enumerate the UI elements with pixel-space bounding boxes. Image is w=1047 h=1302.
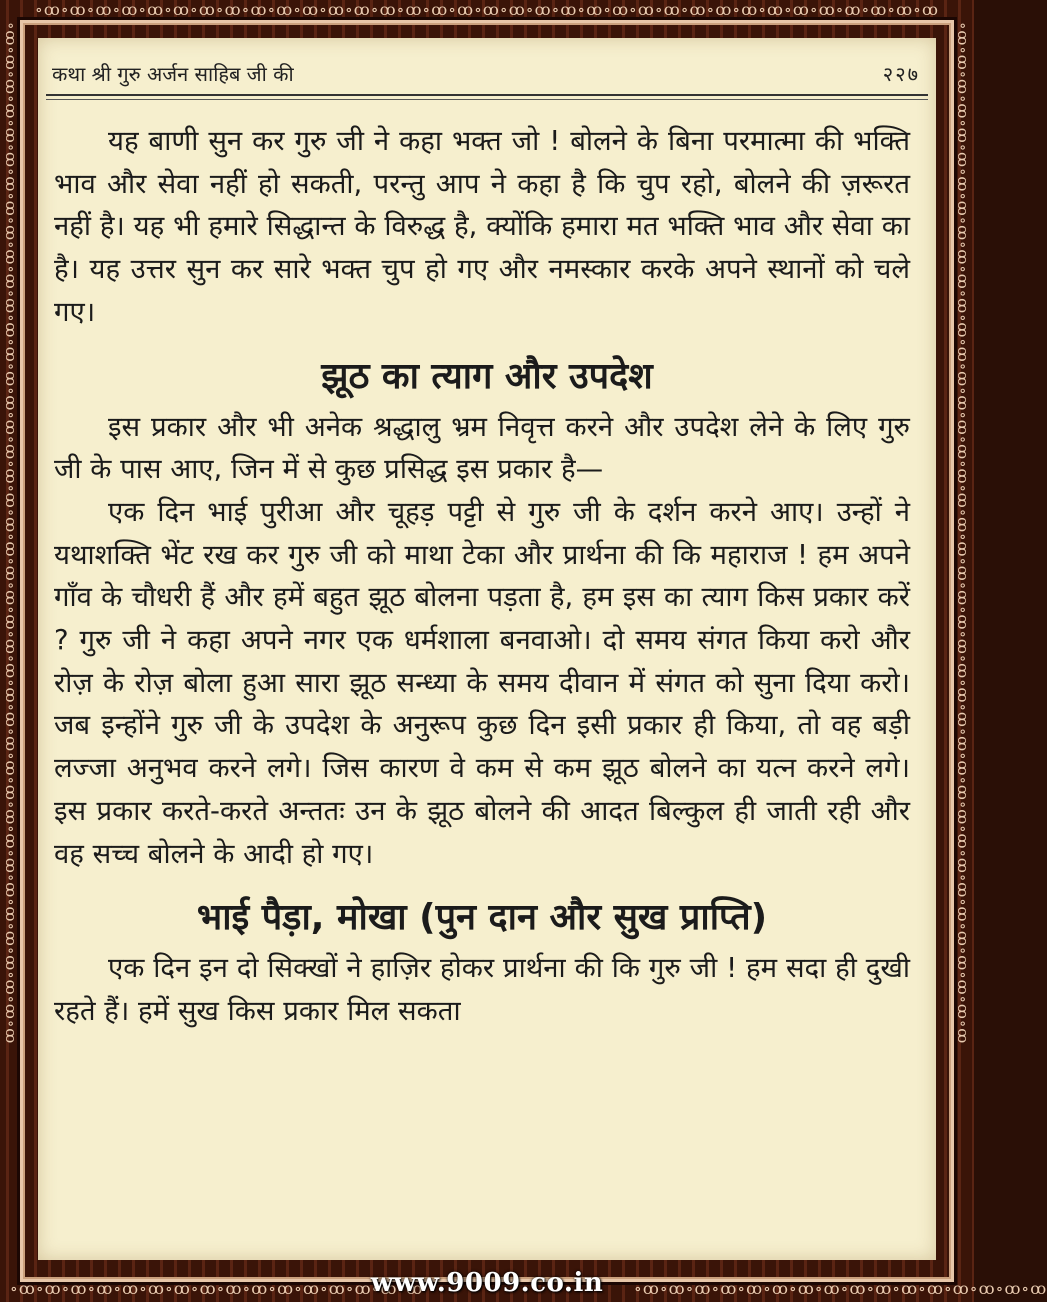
paragraph-3: एक दिन भाई पुरीआ और चूहड़ पट्टी से गुरु जी के दर्शन करने आए। उन्हों ने यथाशक्ति भेंट रख कर गुरु जी को माथा टेका और प्रार्थना की कि महाराज ! हम अपने गाँव के चौधरी हैं और हमें बहुत झूठ बोलना पड़ता है, हम इस का त्याग किस प्रकार करें ? गुरु जी ने कहा अपने नगर एक धर्मशाला बनवाओ। दो समय संगत किया करो और रोज़ के रोज़ बोला हुआ सारा झूठ सन्ध्या के समय दीवान में संगत को सुना दिया करो। जब इन्होंने गुरु जी के उपदेश के अनुरूप कुछ दिन इसी प्रकार ही किया, तो वह बड़ी लज्जा अनुभव करने लगे। जिस कारण वे कम से कम झूठ बोलने का यत्न करने लगे। इस प्रकार करते-करते अन्ततः उन के झूठ बोलने की आदत बिल्कुल ही जाती रही और वह सच्च बोलने के आदी हो गए। — [54, 495, 910, 870]
paragraph-4: एक दिन इन दो सिक्खों ने हाज़िर होकर प्रार्थना की कि गुरु जी ! हम सदा ही दुखी रहते हैं। हमें सुख किस प्रकार मिल सकता — [54, 952, 910, 1027]
frame-ornament-top: ∘ꝏ∘ꝏ∘ꝏ∘ꝏ∘ꝏ∘ꝏ∘ꝏ∘ꝏ∘ꝏ∘ꝏ∘ꝏ∘ꝏ∘ꝏ∘ꝏ∘ꝏ∘ꝏ∘ꝏ∘ꝏ∘ꝏ∘ꝏ∘ꝏ∘ꝏ∘ꝏ∘ꝏ∘ꝏ∘ꝏ∘ꝏ∘ꝏ∘ꝏ∘ꝏ∘ꝏ∘ꝏ∘ꝏ∘ꝏ∘ꝏ — [35, 0, 939, 19]
frame-ornament-bottom-left: ∘ꝏ∘ꝏ∘ꝏ∘ꝏ∘ꝏ∘ꝏ∘ꝏ∘ꝏ∘ꝏ∘ꝏ∘ꝏ∘ꝏ∘ꝏ∘ꝏ∘ꝏ∘ꝏ — [10, 1279, 424, 1298]
website-watermark: www.9009.co.in — [370, 1268, 604, 1298]
section-heading-2: भाई पैड़ा, मोखा (पुन दान और सुख प्राप्ति) — [196, 897, 768, 939]
frame-ornament-bottom-right: ∘ꝏ∘ꝏ∘ꝏ∘ꝏ∘ꝏ∘ꝏ∘ꝏ∘ꝏ∘ꝏ∘ꝏ∘ꝏ∘ꝏ∘ꝏ∘ꝏ∘ꝏ∘ꝏ — [634, 1279, 1047, 1298]
header-rule — [46, 94, 928, 96]
running-header — [46, 60, 926, 90]
running-header-title: कथा श्री गुरु अर्जन साहिब जी की — [52, 62, 294, 86]
book-page — [38, 38, 936, 1260]
page-number: २२७ — [882, 62, 920, 86]
header-rule-thin — [46, 99, 928, 100]
frame-ornament-left: ∘ꝏ∘ꝏ∘ꝏ∘ꝏ∘ꝏ∘ꝏ∘ꝏ∘ꝏ∘ꝏ∘ꝏ∘ꝏ∘ꝏ∘ꝏ∘ꝏ∘ꝏ∘ꝏ∘ꝏ∘ꝏ∘ꝏ∘ꝏ∘ꝏ∘ꝏ∘ꝏ∘ꝏ∘ꝏ∘ꝏ∘ꝏ∘ꝏ∘ꝏ∘ꝏ∘ꝏ∘ꝏ∘ꝏ∘ꝏ∘ꝏ∘ꝏ∘ꝏ∘ꝏ∘ꝏ∘ꝏ∘ꝏ∘ꝏ — [2, 22, 20, 1045]
paragraph-2: इस प्रकार और भी अनेक श्रद्धालु भ्रम निवृत्त करने और उपदेश लेने के लिए गुरु जी के पास आए, जिन में से कुछ प्रसिद्ध इस प्रकार है— — [54, 410, 910, 486]
body-text — [54, 120, 910, 1033]
paragraph-1: यह बाणी सुन कर गुरु जी ने कहा भक्त जो ! बोलने के बिना परमात्मा की भक्ति भाव और सेवा नहीं हो सकती, परन्तु आप ने कहा है कि चुप रहो, बोलने की ज़रूरत नहीं है। यह भी हमारे सिद्धान्त के विरुद्ध है, क्योंकि हमारा मत भक्ति भाव और सेवा का है। यह उत्तर सुन कर सारे भक्त चुप हो गए और नमस्कार करके अपने स्थानों को चले गए। — [54, 125, 910, 328]
section-heading-1: झूठ का त्याग और उपदेश — [321, 355, 653, 397]
frame-ornament-right: ∘ꝏ∘ꝏ∘ꝏ∘ꝏ∘ꝏ∘ꝏ∘ꝏ∘ꝏ∘ꝏ∘ꝏ∘ꝏ∘ꝏ∘ꝏ∘ꝏ∘ꝏ∘ꝏ∘ꝏ∘ꝏ∘ꝏ∘ꝏ∘ꝏ∘ꝏ∘ꝏ∘ꝏ∘ꝏ∘ꝏ∘ꝏ∘ꝏ∘ꝏ∘ꝏ∘ꝏ∘ꝏ∘ꝏ∘ꝏ∘ꝏ∘ꝏ∘ꝏ∘ꝏ∘ꝏ∘ꝏ∘ꝏ∘ꝏ — [954, 22, 972, 1045]
